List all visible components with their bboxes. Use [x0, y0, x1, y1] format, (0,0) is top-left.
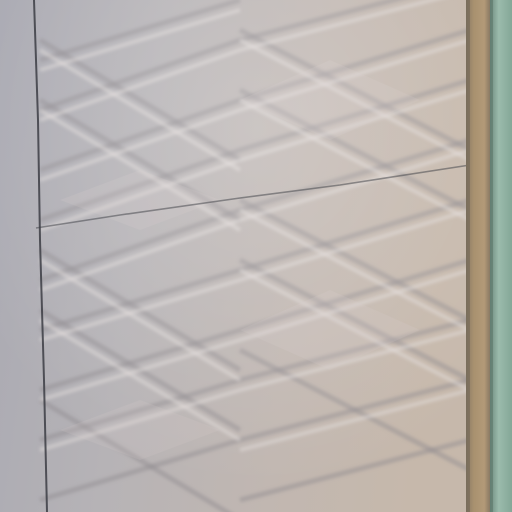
glass-edge	[490, 0, 493, 512]
frame-edge-shadow	[466, 0, 470, 512]
green-glass-panel	[490, 0, 512, 512]
